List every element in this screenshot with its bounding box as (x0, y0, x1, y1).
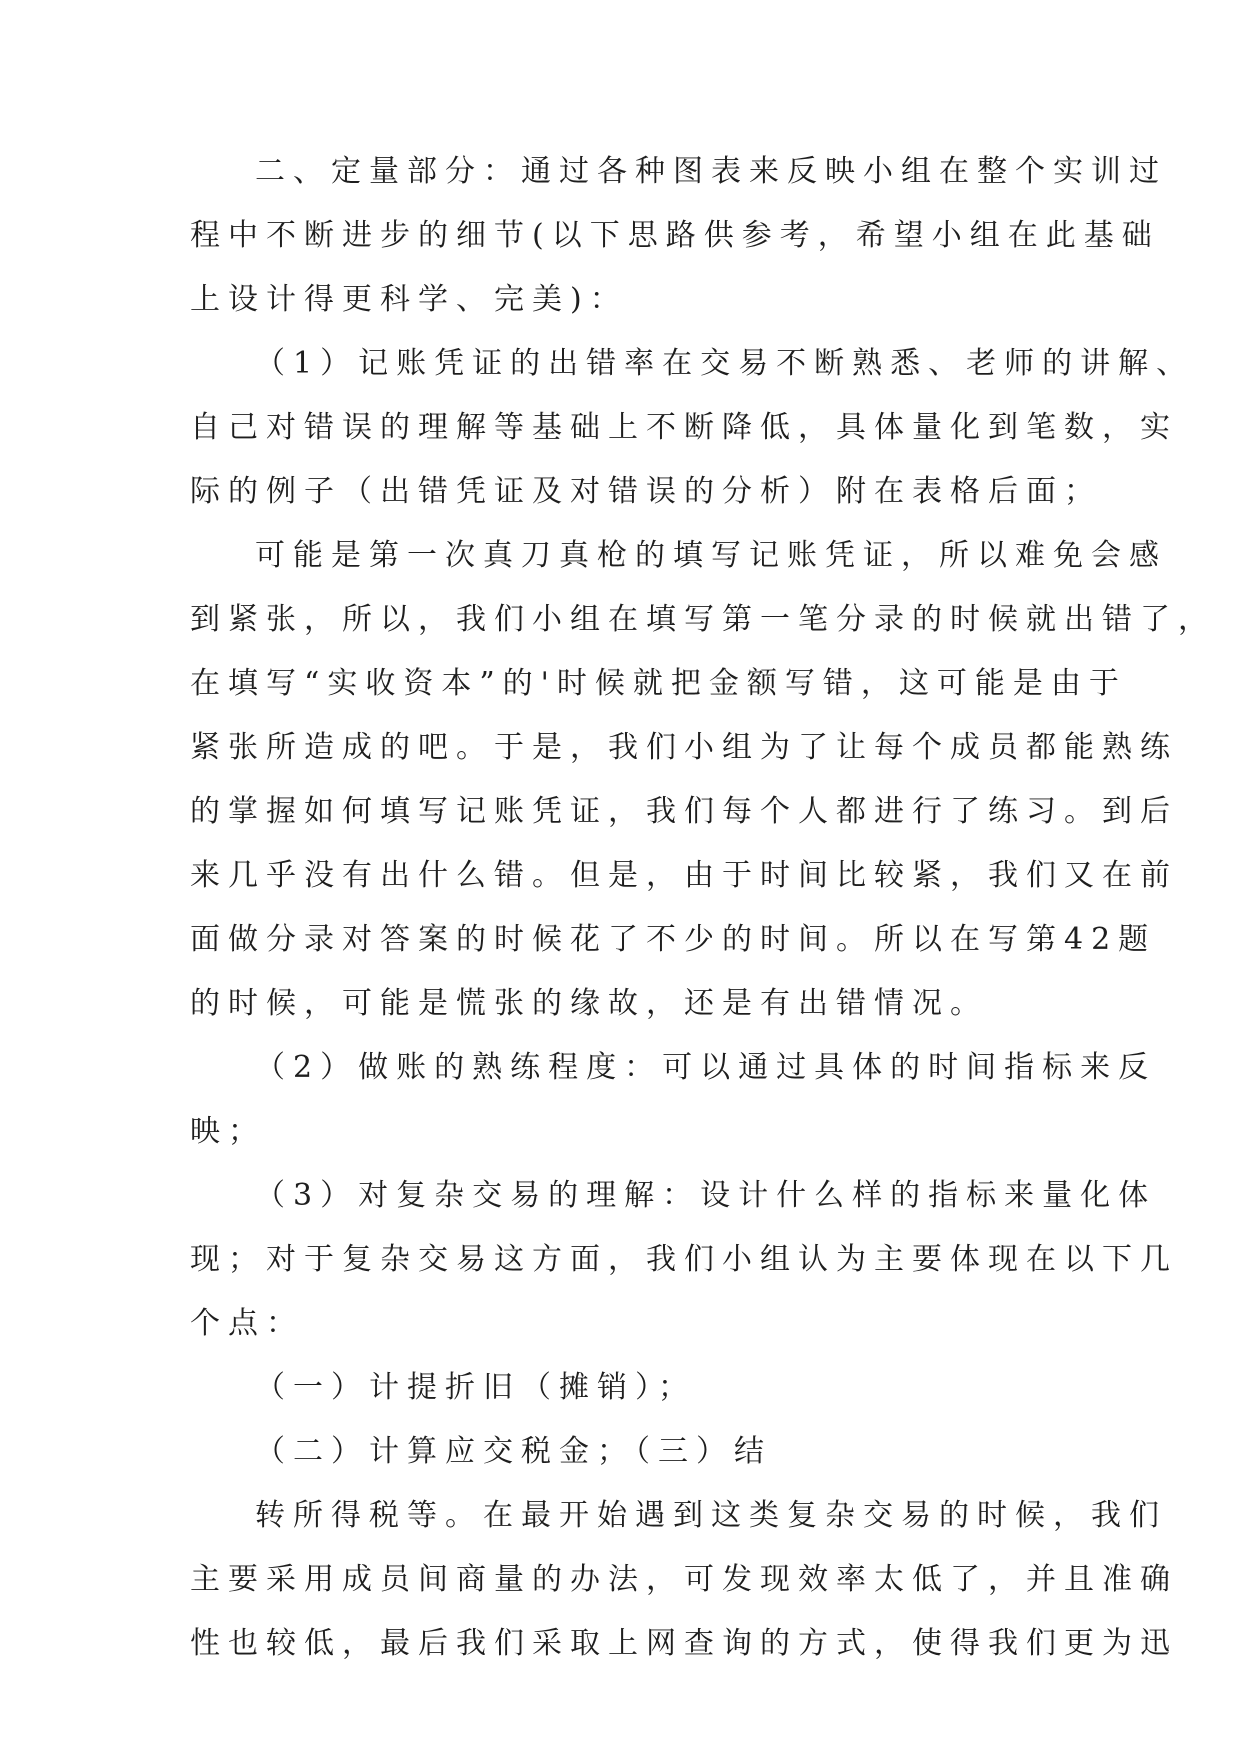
text-line: （一）计提折旧（摊销）； (255, 1370, 696, 1405)
text-line: 现；对于复杂交易这方面，我们小组认为主要体现在以下几 (190, 1242, 1178, 1277)
text-line: 的时候，可能是慌张的缘故，还是有出错情况。 (190, 986, 988, 1021)
text-line: （二）计算应交税金；（三）结 (255, 1434, 772, 1469)
text-line: 个点： (190, 1306, 304, 1341)
text-line: 二、定量部分：通过各种图表来反映小组在整个实训过 (255, 154, 1167, 189)
text-line: （2）做账的熟练程度：可以通过具体的时间指标来反 (255, 1050, 1157, 1085)
text-line: （3）对复杂交易的理解：设计什么样的指标来量化体 (255, 1178, 1157, 1213)
text-line: 性也较低，最后我们采取上网查询的方式，使得我们更为迅 (190, 1626, 1178, 1661)
text-line: （1）记账凭证的出错率在交易不断熟悉、老师的讲解、 (255, 346, 1195, 381)
text-line: 上设计得更科学、完美)： (190, 282, 628, 317)
text-line: 转所得税等。在最开始遇到这类复杂交易的时候，我们 (255, 1498, 1167, 1533)
text-line: 主要采用成员间商量的办法，可发现效率太低了，并且准确 (190, 1562, 1178, 1597)
text-line: 可能是第一次真刀真枪的填写记账凭证，所以难免会感 (255, 538, 1167, 573)
text-line: 到紧张，所以，我们小组在填写第一笔分录的时候就出错了， (190, 602, 1216, 637)
text-line: 际的例子（出错凭证及对错误的分析）附在表格后面； (190, 474, 1102, 509)
text-line: 映； (190, 1114, 266, 1149)
text-line: 来几乎没有出什么错。但是，由于时间比较紧，我们又在前 (190, 858, 1178, 893)
text-line: 自己对错误的理解等基础上不断降低，具体量化到笔数，实 (190, 410, 1178, 445)
text-line: 的掌握如何填写记账凭证，我们每个人都进行了练习。到后 (190, 794, 1178, 829)
text-line: 紧张所造成的吧。于是，我们小组为了让每个成员都能熟练 (190, 730, 1178, 765)
text-line: 在填写“实收资本”的'时候就把金额写错，这可能是由于 (190, 666, 1127, 701)
text-line: 程中不断进步的细节(以下思路供参考，希望小组在此基础 (190, 218, 1160, 253)
text-line: 面做分录对答案的时候花了不少的时间。所以在写第42题 (190, 922, 1157, 957)
